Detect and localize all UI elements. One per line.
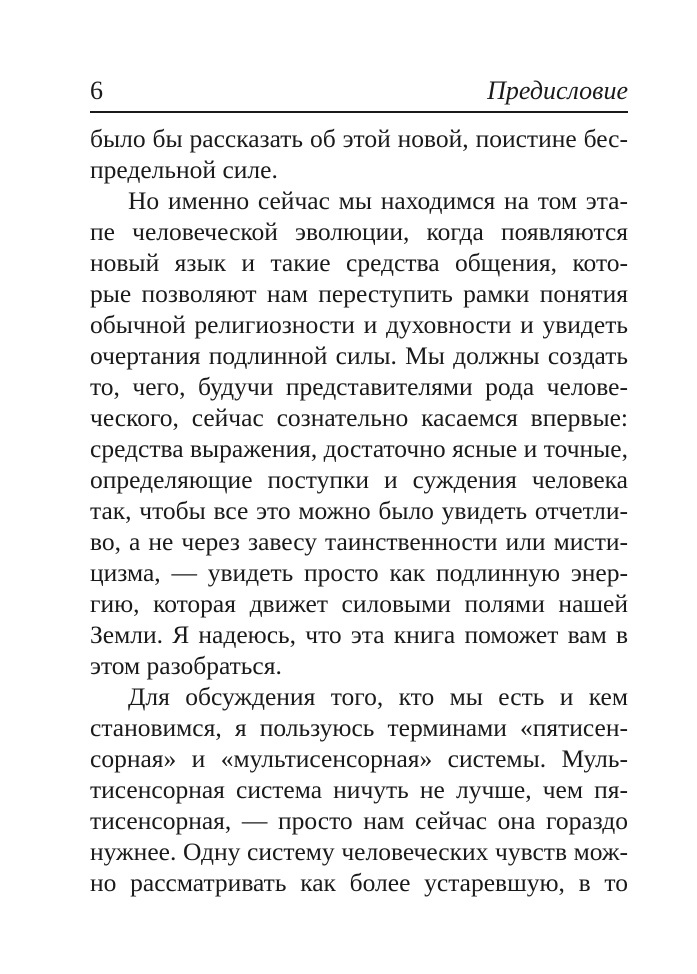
text-line: во, а не через завесу таинственности или мисти- — [90, 527, 628, 556]
running-head — [90, 74, 628, 108]
text-line: то, чего, будучи представителями рода челове- — [90, 372, 628, 401]
text-line: новый язык и такие средства общения, кото- — [90, 248, 628, 277]
text-line: Но именно сейчас мы находимся на том эта- — [128, 186, 628, 215]
text-line: нужнее. Одну систему человеческих чувств мож- — [90, 837, 628, 866]
text-line: цизма, — увидеть просто как подлинную энер- — [90, 558, 628, 587]
text-line: определяющие поступки и суждения человека — [90, 465, 628, 494]
text-line: гию, которая движет силовыми полями нашей — [90, 589, 628, 618]
page-number: 6 — [90, 76, 103, 105]
text-line: Для обсуждения того, кто мы есть и кем — [128, 682, 628, 711]
text-line: предельной силе. — [90, 155, 278, 184]
text-line: тисенсорная, — просто нам сейчас она гораздо — [90, 806, 628, 835]
text-line: ческого, сейчас сознательно касаемся впервые: — [90, 403, 628, 432]
text-line: тисенсорная система ничуть не лучше, чем пя- — [90, 775, 628, 804]
text-line: было бы рассказать об этой новой, поистине бес- — [90, 124, 628, 153]
header-rule — [90, 111, 628, 113]
text-line: очертания подлинной силы. Мы должны создать — [90, 341, 628, 370]
text-line: пе человеческой эволюции, когда появляются — [90, 217, 628, 246]
text-line: становимся, я пользуюсь терминами «пятисен- — [90, 713, 628, 742]
text-line: Земли. Я надеюсь, что эта книга поможет вам в — [90, 620, 628, 649]
text-line: так, чтобы все это можно было увидеть отчетли- — [90, 496, 628, 525]
text-line: этом разобраться. — [90, 651, 282, 680]
text-line: рые позволяют нам переступить рамки понятия — [90, 279, 628, 308]
text-line: обычной религиозности и духовности и увидеть — [90, 310, 628, 339]
text-line: но рассматривать как более устаревшую, в то — [90, 868, 628, 897]
section-title: Предисловие — [487, 76, 628, 105]
text-line: средства выражения, достаточно ясные и точные, — [90, 434, 628, 463]
text-line: сорная» и «мультисенсорная» системы. Муль- — [90, 744, 628, 773]
body-text — [90, 123, 628, 898]
